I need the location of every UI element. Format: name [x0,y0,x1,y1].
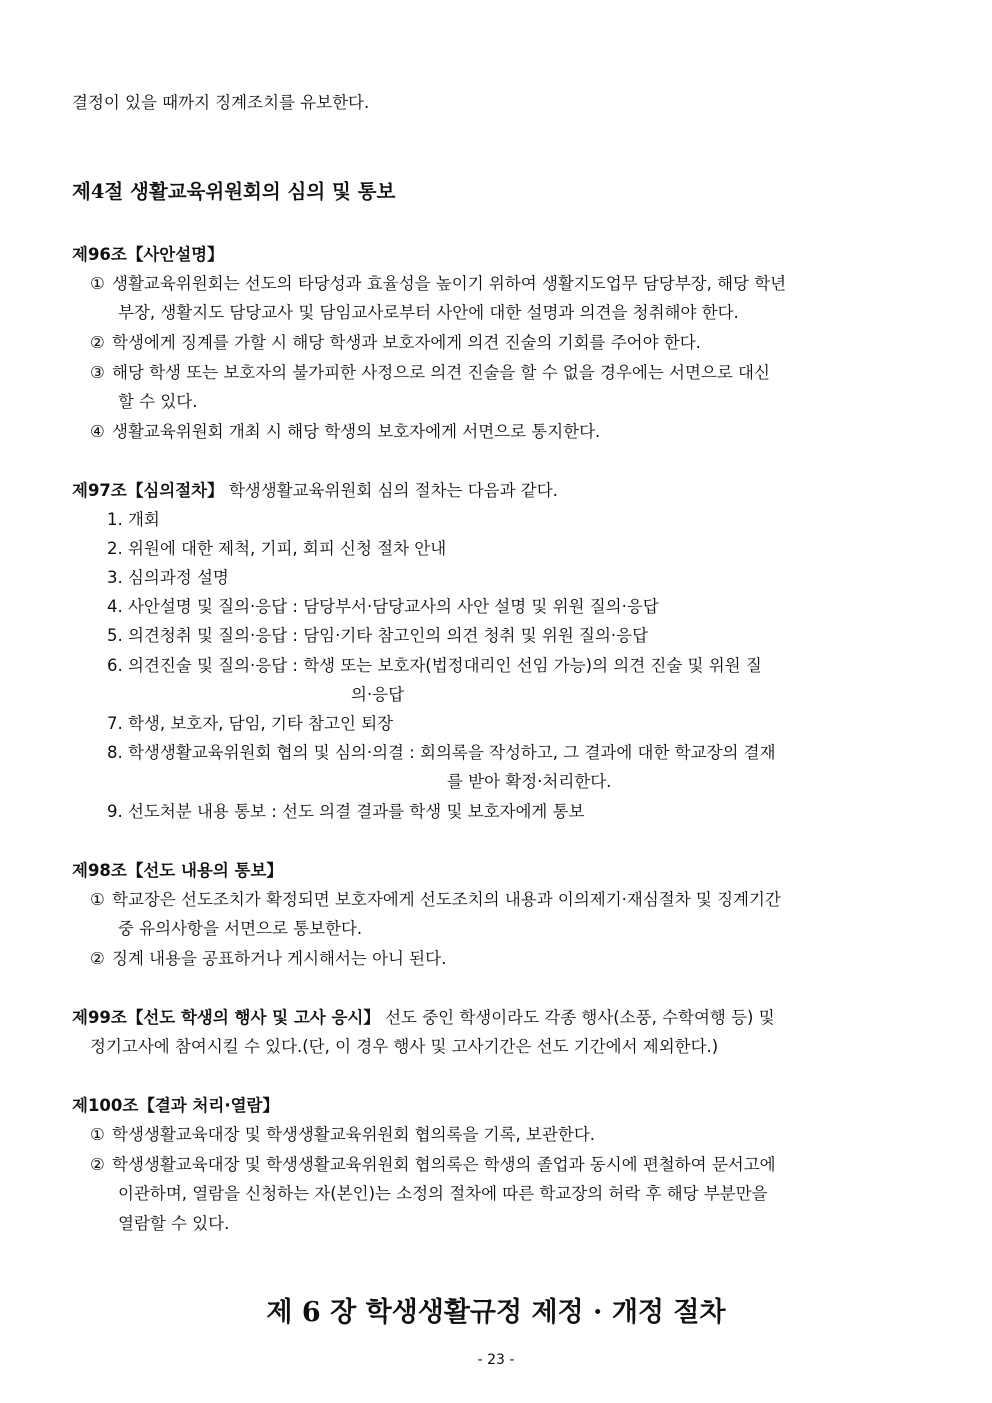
article-97-step-cont: 의·응답 [351,685,405,704]
article-100-heading: 제100조【결과 처리·열람】 [72,1096,279,1115]
article-97-step-cont: 를 받아 확정·처리한다. [447,772,612,791]
item-number: ① [90,1125,105,1144]
article-97-step: 9. 선도처분 내용 통보 : 선도 의결 결과를 학생 및 보호자에게 통보 [107,802,585,821]
article-97-step: 4. 사안설명 및 질의·응답 : 담당부서·담당교사의 사안 설명 및 위원 질의·응답 [107,597,659,616]
article-98-item-1-cont: 중 유의사항을 서면으로 통보한다. [118,919,363,938]
article-98-item-1 [90,889,781,911]
item-number: ④ [90,422,105,441]
article-96-item-4 [90,421,600,443]
article-97-step: 5. 의견청취 및 질의·응답 : 담임·기타 참고인의 의견 청취 및 위원 질의·응답 [107,626,649,645]
item-number: ② [90,333,105,352]
article-97-heading-line [72,480,558,502]
item-text: 학생생활교육대장 및 학생생활교육위원회 협의록은 학생의 졸업과 동시에 편철하여 문서고에 [112,1155,776,1174]
carry-over-text: 결정이 있을 때까지 징계조치를 유보한다. [72,93,370,112]
article-97-step: 7. 학생, 보호자, 담임, 기타 참고인 퇴장 [107,714,394,733]
article-100-item-2-cont: 열람할 수 있다. [118,1214,230,1233]
page-number: - 23 - [477,1352,515,1368]
item-text: 생활교육위원회 개최 시 해당 학생의 보호자에게 서면으로 통지한다. [112,422,601,441]
article-99-text: 선도 중인 학생이라도 각종 행사(소풍, 수학여행 등) 및 [385,1008,775,1027]
article-96-item-3-cont: 할 수 있다. [118,392,198,411]
article-99-heading: 제99조【선도 학생의 행사 및 고사 응시】 [72,1008,380,1027]
item-text: 해당 학생 또는 보호자의 불가피한 사정으로 의견 진술을 할 수 없을 경우에는 서면으로 대신 [112,363,770,382]
article-98-item-2 [90,948,446,970]
article-96-heading: 제96조【사안설명】 [72,245,224,264]
item-number: ① [90,890,105,909]
article-98-heading: 제98조【선도 내용의 통보】 [72,861,283,880]
article-96-item-1-cont: 부장, 생활지도 담당교사 및 담임교사로부터 사안에 대한 설명과 의견을 청취해야 한다. [118,303,739,322]
article-96-item-3 [90,362,770,384]
article-97-step: 8. 학생생활교육위원회 협의 및 심의·의결 : 회의록을 작성하고, 그 결과에 대한 학교장의 결재 [107,743,776,762]
item-text: 징계 내용을 공표하거나 게시해서는 아니 된다. [112,949,447,968]
article-96-item-2 [90,332,701,354]
item-text: 학생에게 징계를 가할 시 해당 학생과 보호자에게 의견 진술의 기회를 주어야 한다. [112,333,701,352]
article-96-item-1 [90,273,786,295]
item-text: 학교장은 선도조치가 확정되면 보호자에게 선도조치의 내용과 이의제기·재심절차 및 징계기간 [112,890,781,909]
article-99-line-2: 정기고사에 참여시킬 수 있다.(단, 이 경우 행사 및 고사기간은 선도 기간에서 제외한다.) [90,1037,719,1056]
item-number: ② [90,949,105,968]
item-text: 학생생활교육대장 및 학생생활교육위원회 협의록을 기록, 보관한다. [112,1125,596,1144]
article-97-heading: 제97조【심의절차】 [72,481,224,500]
article-97-intro: 학생생활교육위원회 심의 절차는 다음과 같다. [228,481,558,500]
item-text: 생활교육위원회는 선도의 타당성과 효율성을 높이기 위하여 생활지도업무 담당부장, 해당 학년 [112,274,787,293]
article-99-line-1 [72,1007,775,1029]
chapter-title: 제 6 장 학생생활규정 제정 · 개정 절차 [266,1297,726,1328]
item-number: ② [90,1155,105,1174]
article-100-item-1 [90,1124,595,1146]
item-number: ① [90,274,105,293]
article-97-step: 6. 의견진술 및 질의·응답 : 학생 또는 보호자(법정대리인 선임 가능)의 의견 진술 및 위원 질 [107,656,762,675]
article-97-step: 2. 위원에 대한 제척, 기피, 회피 신청 절차 안내 [107,539,447,558]
section-title: 제4절 생활교육위원회의 심의 및 통보 [72,180,396,203]
article-100-item-2 [90,1154,776,1176]
item-number: ③ [90,363,105,382]
article-97-step: 1. 개회 [107,510,160,529]
article-100-item-2-cont: 이관하며, 열람을 신청하는 자(본인)는 소정의 절차에 따른 학교장의 허락 후 해당 부분만을 [118,1184,768,1203]
article-97-step: 3. 심의과정 설명 [107,568,229,587]
